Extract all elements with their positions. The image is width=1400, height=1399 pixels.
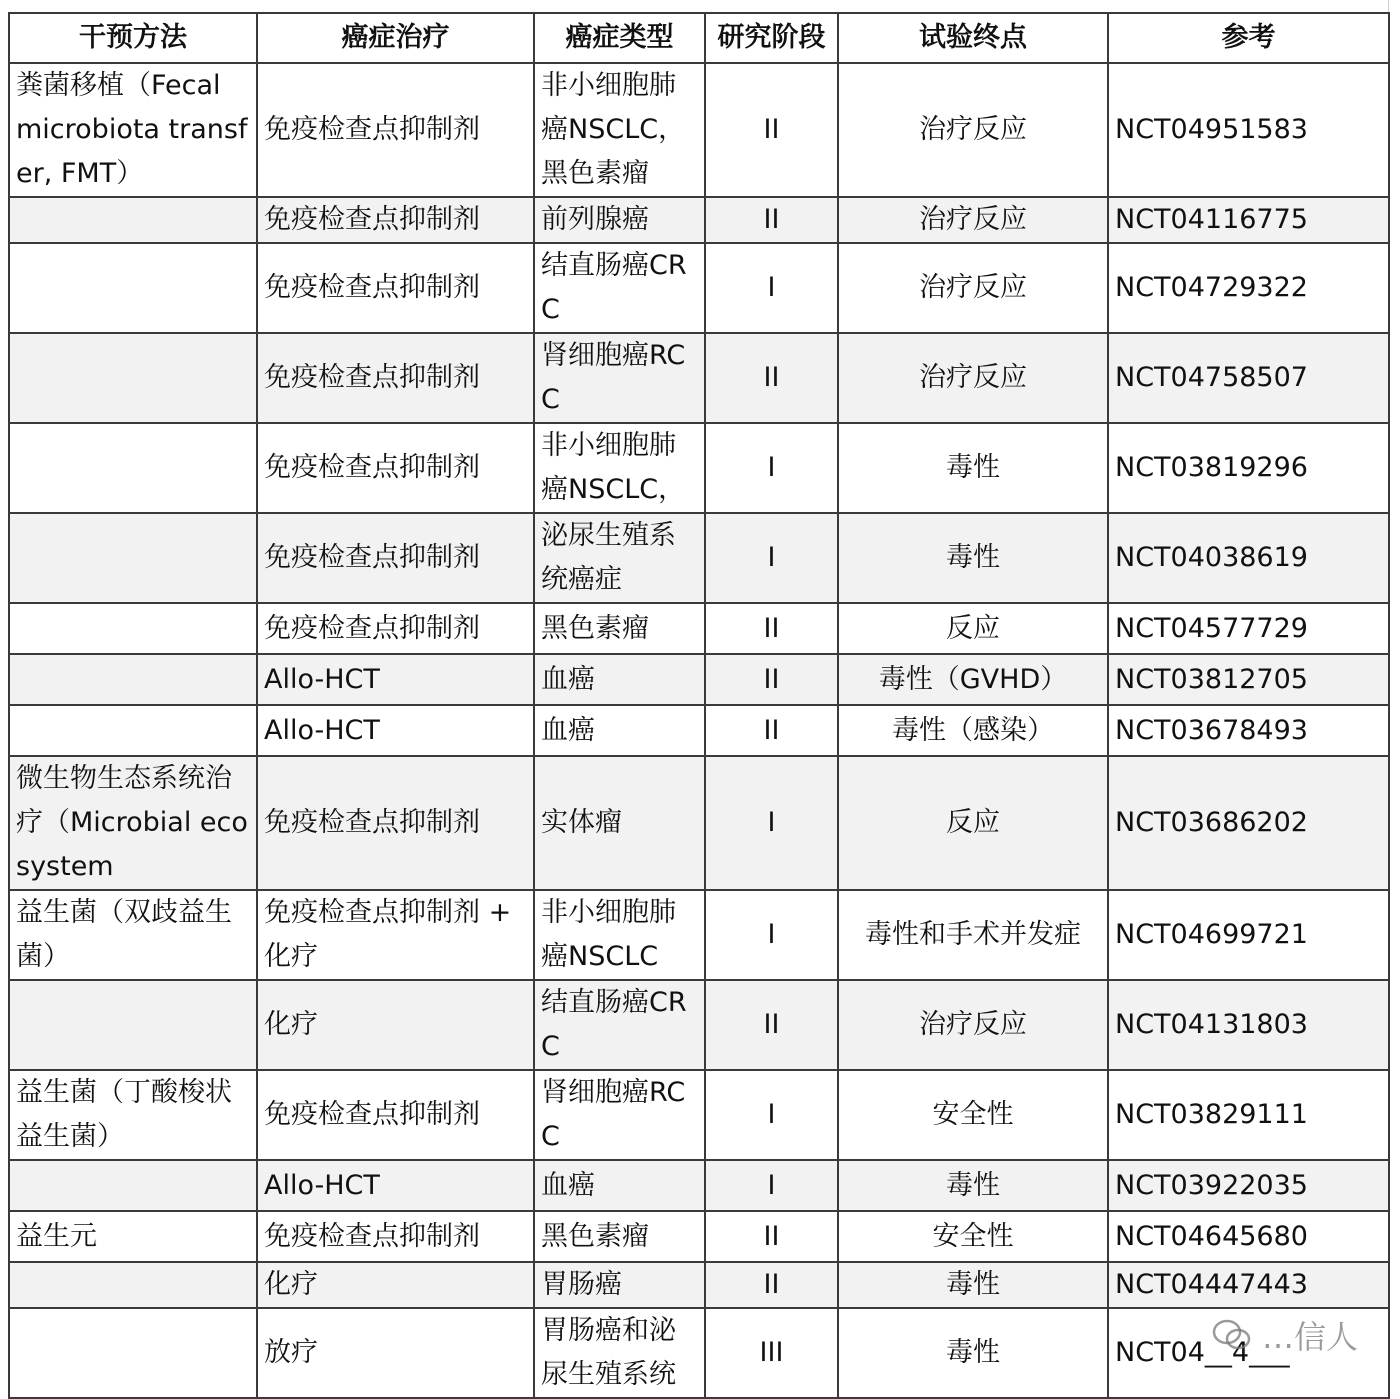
cell-cancer-type[interactable]: 结直肠癌CRC xyxy=(534,980,705,1070)
cell-endpoint[interactable]: 治疗反应 xyxy=(838,63,1108,197)
cell-reference[interactable]: NCT03812705 xyxy=(1108,654,1389,705)
cell-intervention[interactable] xyxy=(9,243,257,333)
cell-intervention[interactable]: 益生菌（双歧益生菌） xyxy=(9,890,257,980)
header-phase[interactable]: 研究阶段 xyxy=(705,13,838,63)
cell-reference[interactable]: NCT03829111 xyxy=(1108,1070,1389,1160)
cell-phase[interactable]: II xyxy=(705,705,838,756)
table-row xyxy=(9,705,1389,756)
header-row xyxy=(9,13,1389,63)
cell-phase[interactable]: II xyxy=(705,1211,838,1262)
header-reference[interactable]: 参考 xyxy=(1108,13,1389,63)
cell-phase[interactable]: II xyxy=(705,63,838,197)
cell-endpoint[interactable]: 安全性 xyxy=(838,1211,1108,1262)
cell-treatment[interactable]: Allo-HCT xyxy=(257,1160,534,1211)
cell-intervention[interactable]: 益生元 xyxy=(9,1211,257,1262)
table-row xyxy=(9,513,1389,603)
cell-endpoint[interactable]: 毒性 xyxy=(838,1308,1108,1398)
cell-phase[interactable]: II xyxy=(705,654,838,705)
cell-phase[interactable]: I xyxy=(705,1070,838,1160)
cell-treatment[interactable]: 化疗 xyxy=(257,980,534,1070)
cell-phase[interactable]: II xyxy=(705,197,838,243)
cell-reference[interactable]: NCT04__4___ xyxy=(1108,1308,1389,1398)
cell-phase[interactable]: I xyxy=(705,756,838,890)
cell-treatment[interactable]: 免疫检查点抑制剂 xyxy=(257,63,534,197)
cell-intervention[interactable] xyxy=(9,513,257,603)
cell-phase[interactable]: II xyxy=(705,333,838,423)
table-row xyxy=(9,890,1389,980)
table-row xyxy=(9,603,1389,654)
cell-cancer-type[interactable]: 肾细胞癌RCC xyxy=(534,333,705,423)
cell-reference[interactable]: NCT03678493 xyxy=(1108,705,1389,756)
cell-endpoint[interactable]: 毒性 xyxy=(838,423,1108,513)
cell-reference[interactable]: NCT04116775 xyxy=(1108,197,1389,243)
cell-cancer-type[interactable]: 非小细胞肺癌NSCLC，黑色素瘤 xyxy=(534,63,705,197)
cell-reference[interactable]: NCT04729322 xyxy=(1108,243,1389,333)
cell-cancer-type[interactable]: 非小细胞肺癌NSCLC， xyxy=(534,423,705,513)
cell-cancer-type[interactable]: 黑色素瘤 xyxy=(534,603,705,654)
cell-reference[interactable]: NCT04038619 xyxy=(1108,513,1389,603)
cell-reference[interactable]: NCT04951583 xyxy=(1108,63,1389,197)
cell-intervention[interactable]: 微生物生态系统治疗（Microbial ecosystem xyxy=(9,756,257,890)
cell-intervention[interactable] xyxy=(9,1308,257,1398)
table-row xyxy=(9,423,1389,513)
watermark xyxy=(1212,1312,1358,1358)
header-treatment[interactable]: 癌症治疗 xyxy=(257,13,534,63)
table-row xyxy=(9,1262,1389,1308)
table-row xyxy=(9,197,1389,243)
header-intervention[interactable]: 干预方法 xyxy=(9,13,257,63)
table-row xyxy=(9,1211,1389,1262)
cell-treatment[interactable]: Allo-HCT xyxy=(257,705,534,756)
cell-treatment[interactable]: 免疫检查点抑制剂 xyxy=(257,513,534,603)
cell-phase[interactable]: I xyxy=(705,243,838,333)
cell-intervention[interactable] xyxy=(9,980,257,1070)
cell-endpoint[interactable]: 毒性（GVHD） xyxy=(838,654,1108,705)
cell-intervention[interactable] xyxy=(9,423,257,513)
cell-treatment[interactable]: 放疗 xyxy=(257,1308,534,1398)
cell-cancer-type[interactable]: 血癌 xyxy=(534,705,705,756)
cell-reference[interactable]: NCT04577729 xyxy=(1108,603,1389,654)
cell-cancer-type[interactable]: 血癌 xyxy=(534,654,705,705)
table-row xyxy=(9,1070,1389,1160)
table-row xyxy=(9,654,1389,705)
cell-intervention[interactable] xyxy=(9,1160,257,1211)
cell-reference[interactable]: NCT03819296 xyxy=(1108,423,1389,513)
cell-treatment[interactable]: 免疫检查点抑制剂 xyxy=(257,333,534,423)
cell-phase[interactable]: III xyxy=(705,1308,838,1398)
cell-treatment[interactable]: 免疫检查点抑制剂 xyxy=(257,603,534,654)
cell-treatment[interactable]: 化疗 xyxy=(257,1262,534,1308)
cell-endpoint[interactable]: 毒性和手术并发症 xyxy=(838,890,1108,980)
cell-phase[interactable]: II xyxy=(705,1262,838,1308)
cell-cancer-type[interactable]: 实体瘤 xyxy=(534,756,705,890)
cell-reference[interactable]: NCT04758507 xyxy=(1108,333,1389,423)
header-cancer-type[interactable]: 癌症类型 xyxy=(534,13,705,63)
cell-cancer-type[interactable]: 前列腺癌 xyxy=(534,197,705,243)
cell-reference[interactable]: NCT04131803 xyxy=(1108,980,1389,1070)
cell-intervention[interactable] xyxy=(9,1262,257,1308)
table-row xyxy=(9,980,1389,1070)
cell-cancer-type[interactable]: 非小细胞肺癌NSCLC xyxy=(534,890,705,980)
cell-treatment[interactable]: 免疫检查点抑制剂 xyxy=(257,243,534,333)
cell-reference[interactable]: NCT04447443 xyxy=(1108,1262,1389,1308)
cell-endpoint[interactable]: 治疗反应 xyxy=(838,980,1108,1070)
cell-treatment[interactable]: Allo-HCT xyxy=(257,654,534,705)
table-row xyxy=(9,756,1389,890)
data-table xyxy=(8,12,1390,1399)
cell-phase[interactable]: I xyxy=(705,890,838,980)
cell-reference[interactable]: NCT03686202 xyxy=(1108,756,1389,890)
cell-treatment[interactable]: 免疫检查点抑制剂 xyxy=(257,423,534,513)
cell-intervention[interactable]: 益生菌（丁酸梭状益生菌） xyxy=(9,1070,257,1160)
cell-endpoint[interactable]: 治疗反应 xyxy=(838,333,1108,423)
cell-phase[interactable]: I xyxy=(705,423,838,513)
cell-phase[interactable]: II xyxy=(705,603,838,654)
table-row xyxy=(9,243,1389,333)
cell-treatment[interactable]: 免疫检查点抑制剂 xyxy=(257,1070,534,1160)
cell-phase[interactable]: I xyxy=(705,1160,838,1211)
cell-treatment[interactable]: 免疫检查点抑制剂 + 化疗 xyxy=(257,890,534,980)
cell-cancer-type[interactable]: 血癌 xyxy=(534,1160,705,1211)
cell-treatment[interactable]: 免疫检查点抑制剂 xyxy=(257,197,534,243)
cell-cancer-type[interactable]: 结直肠癌CRC xyxy=(534,243,705,333)
cell-treatment[interactable]: 免疫检查点抑制剂 xyxy=(257,756,534,890)
cell-reference[interactable]: NCT03922035 xyxy=(1108,1160,1389,1211)
cell-reference[interactable]: NCT04699721 xyxy=(1108,890,1389,980)
cell-endpoint[interactable]: 毒性（感染） xyxy=(838,705,1108,756)
table-row xyxy=(9,63,1389,197)
cell-intervention[interactable] xyxy=(9,654,257,705)
cell-endpoint[interactable]: 毒性 xyxy=(838,1160,1108,1211)
watermark-text: …信人 xyxy=(1261,1318,1358,1356)
cell-endpoint[interactable]: 毒性 xyxy=(838,1262,1108,1308)
cell-intervention[interactable] xyxy=(9,603,257,654)
cell-cancer-type[interactable]: 肾细胞癌RCC xyxy=(534,1070,705,1160)
cell-reference[interactable]: NCT04645680 xyxy=(1108,1211,1389,1262)
cell-endpoint[interactable]: 反应 xyxy=(838,603,1108,654)
cell-endpoint[interactable]: 毒性 xyxy=(838,513,1108,603)
cell-intervention[interactable] xyxy=(9,705,257,756)
cell-endpoint[interactable]: 治疗反应 xyxy=(838,197,1108,243)
cell-endpoint[interactable]: 治疗反应 xyxy=(838,243,1108,333)
cell-intervention[interactable]: 粪菌移植（Fecal microbiota transfer, FMT） xyxy=(9,63,257,197)
cell-intervention[interactable] xyxy=(9,197,257,243)
cell-endpoint[interactable]: 安全性 xyxy=(838,1070,1108,1160)
cell-cancer-type[interactable]: 胃肠癌和泌尿生殖系统 xyxy=(534,1308,705,1398)
cell-intervention[interactable] xyxy=(9,333,257,423)
wechat-icon xyxy=(1212,1318,1252,1352)
cell-cancer-type[interactable]: 泌尿生殖系统癌症 xyxy=(534,513,705,603)
cell-phase[interactable]: I xyxy=(705,513,838,603)
cell-treatment[interactable]: 免疫检查点抑制剂 xyxy=(257,1211,534,1262)
cell-cancer-type[interactable]: 黑色素瘤 xyxy=(534,1211,705,1262)
header-endpoint[interactable]: 试验终点 xyxy=(838,13,1108,63)
table-row xyxy=(9,333,1389,423)
cell-cancer-type[interactable]: 胃肠癌 xyxy=(534,1262,705,1308)
table-row xyxy=(9,1308,1389,1398)
cell-endpoint[interactable]: 反应 xyxy=(838,756,1108,890)
table-row xyxy=(9,1160,1389,1211)
cell-phase[interactable]: II xyxy=(705,980,838,1070)
